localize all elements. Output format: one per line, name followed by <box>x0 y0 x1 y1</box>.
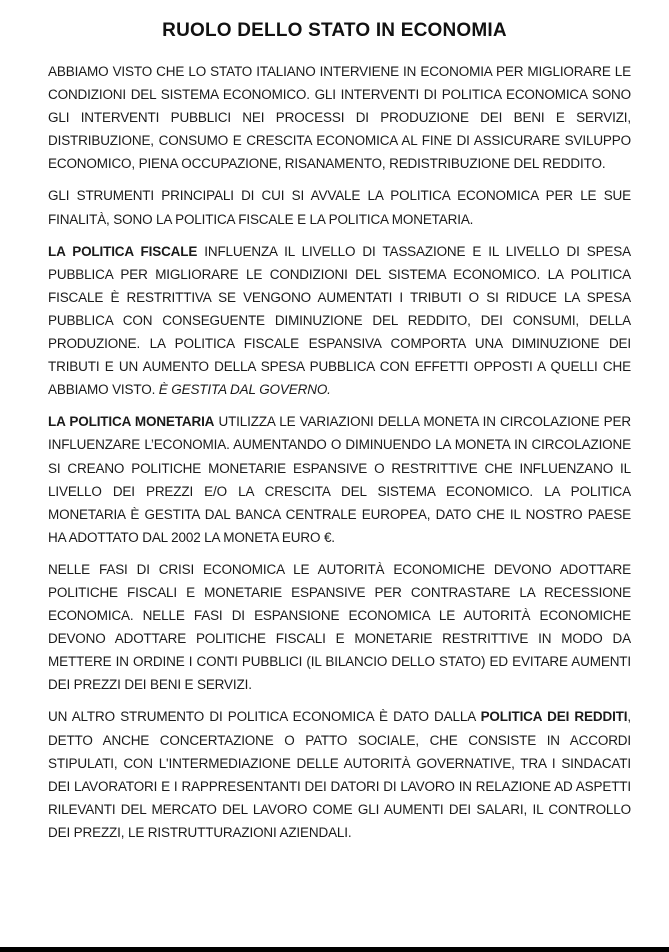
term-politica-monetaria: LA POLITICA MONETARIA <box>48 414 215 430</box>
paragraph-politica-redditi-text: , DETTO ANCHE CONCERTAZIONE O PATTO SOCIALE, CHE CONSISTE IN ACCORDI STIPULATI, CON L'INTERMEDIAZIONE DELLE AUTORITÀ GOVERNATIVE, TRA I SINDACATI DEI LAVORATORI E I RAPPRESENTANTI DEI DATORI DI LAVORO IN RELAZIONE AD ASPETTI RILEVANTI DEL MERCATO DEL LAVORO COME GLI AUMENTI DEI SALARI, IL CONTROLLO DEI PREZZI, LE RISTRUTTURAZIONI AZIENDALI. <box>48 709 631 840</box>
paragraph-politica-fiscale-text: INFLUENZA IL LIVELLO DI TASSAZIONE E IL LIVELLO DI SPESA PUBBLICA PER MIGLIORARE LE CONDIZIONI DEL SISTEMA ECONOMICO. LA POLITICA FISCALE È RESTRITTIVA SE VENGONO AUMENTATI I TRIBUTI O SI RIDUCE LA SPESA PUBBLICA CON CONSEGUENTE DIMINUZIONE DEL REDDITO, DEI CONSUMI, DELLA PRODUZIONE. LA POLITICA FISCALE ESPANSIVA COMPORTA UNA DIMINUZIONE DEI TRIBUTI E UN AUMENTO DELLA SPESA PUBBLICA CON EFFETTI OPPOSTI A QUELLI CHE ABBIAMO VISTO. <box>48 243 631 398</box>
paragraph-politica-monetaria <box>48 410 631 549</box>
paragraph-politica-fiscale-note: È GESTITA DAL GOVERNO. <box>158 382 331 398</box>
paragraph-intro: ABBIAMO VISTO CHE LO STATO ITALIANO INTERVIENE IN ECONOMIA PER MIGLIORARE LE CONDIZIONI DEL SISTEMA ECONOMICO. GLI INTERVENTI DI POLITICA ECONOMICA SONO GLI INTERVENTI PUBBLICI NEI PROCESSI DI PRODUZIONE DEI BENI E SERVIZI, DISTRIBUZIONE, CONSUMO E CRESCITA ECONOMICA AL FINE DI ASSICURARE SVILUPPO ECONOMICO, PIENA OCCUPAZIONE, RISANAMENTO, REDISTRIBUZIONE DEL REDDITO. <box>48 64 631 172</box>
paragraph-strumenti: GLI STRUMENTI PRINCIPALI DI CUI SI AVVALE LA POLITICA ECONOMICA PER LE SUE FINALITÀ, SONO LA POLITICA FISCALE E LA POLITICA MONETARIA. <box>48 188 631 227</box>
paragraph-politica-redditi-intro: UN ALTRO STRUMENTO DI POLITICA ECONOMICA È DATO DALLA <box>48 709 481 725</box>
page-title: RUOLO DELLO STATO IN ECONOMIA <box>162 20 507 41</box>
paragraph-fasi-economiche: NELLE FASI DI CRISI ECONOMICA LE AUTORITÀ ECONOMICHE DEVONO ADOTTARE POLITICHE FISCALI E MONETARIE ESPANSIVE PER CONTRASTARE LA RECESSIONE ECONOMICA. NELLE FASI DI ESPANSIONE ECONOMICA LE AUTORITÀ ECONOMICHE DEVONO ADOTTARE POLITICHE FISCALI E MONETARIE RESTRITTIVE IN MODO DA METTERE IN ORDINE I CONTI PUBBLICI (IL BILANCIO DELLO STATO) ED EVITARE AUMENTI DEI PREZZI DEI BENI E SERVIZI. <box>48 561 631 693</box>
term-politica-redditi: POLITICA DEI REDDITI <box>480 709 628 725</box>
document-body <box>48 60 631 853</box>
bottom-border <box>0 947 669 952</box>
paragraph-politica-fiscale <box>48 240 631 402</box>
paragraph-politica-redditi <box>48 705 631 844</box>
term-politica-fiscale: LA POLITICA FISCALE <box>48 243 198 259</box>
paragraph-politica-monetaria-text: UTILIZZA LE VARIAZIONI DELLA MONETA IN CIRCOLAZIONE PER INFLUENZARE L’ECONOMIA. AUMENTANDO O DIMINUENDO LA MONETA IN CIRCOLAZIONE SI CREANO POLITICHE MONETARIE ESPANSIVE O RESTRITTIVE CHE INFLUENZANO IL LIVELLO DEI PREZZI E/O LA CRESCITA DEL SISTEMA ECONOMICO. LA POLITICA MONETARIA È GESTITA DAL BANCA CENTRALE EUROPEA, DATO CHE IL NOSTRO PAESE HA ADOTTATO DAL 2002 LA MONETA EURO €. <box>48 414 631 545</box>
